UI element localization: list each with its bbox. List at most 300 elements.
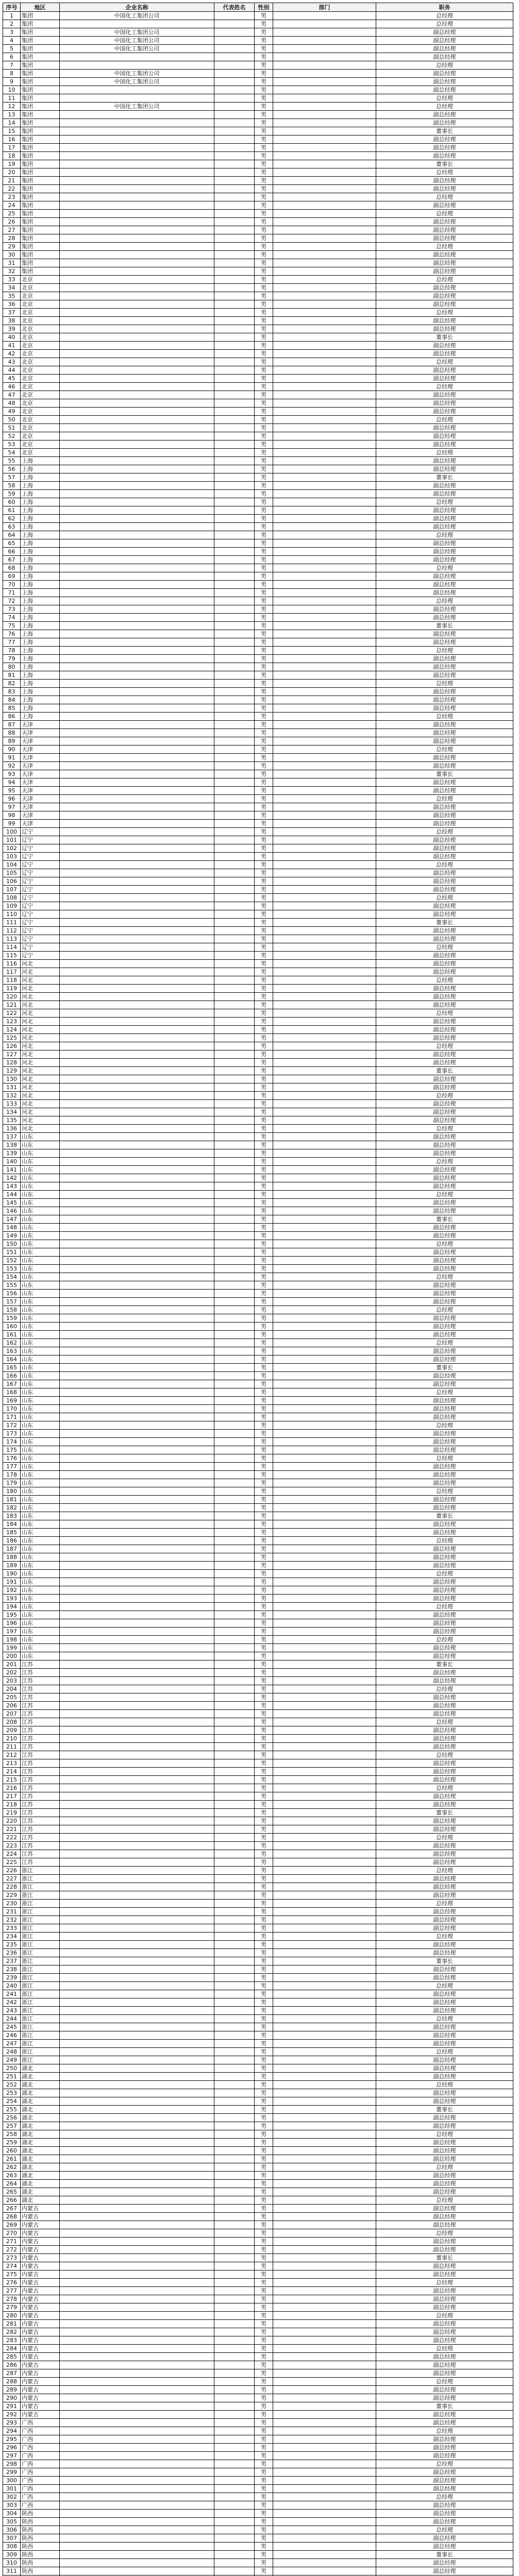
cell-position: 副总经理	[376, 2056, 513, 2064]
cell-department	[273, 952, 376, 960]
table-row	[3, 985, 513, 993]
cell-department	[273, 2493, 376, 2501]
cell-representative	[214, 1619, 255, 1628]
cell-company	[60, 1562, 214, 1570]
cell-gender: 男	[255, 1207, 273, 1215]
cell-position: 副总经理	[376, 1413, 513, 1421]
cell-gender: 男	[255, 1553, 273, 1562]
cell-position: 副总经理	[376, 2369, 513, 2378]
cell-company	[60, 2064, 214, 2073]
cell-number: 256	[3, 2114, 21, 2122]
cell-gender: 男	[255, 1784, 273, 1792]
cell-representative	[214, 1949, 255, 1957]
cell-department	[273, 1636, 376, 1644]
cell-number: 187	[3, 1545, 21, 1553]
cell-region: 上海	[21, 564, 60, 572]
cell-representative	[214, 284, 255, 292]
cell-gender: 男	[255, 1562, 273, 1570]
cell-representative	[214, 135, 255, 144]
cell-gender: 男	[255, 1034, 273, 1042]
cell-number: 94	[3, 778, 21, 787]
cell-position: 副总经理	[376, 663, 513, 671]
cell-number: 140	[3, 1158, 21, 1166]
cell-position: 副总经理	[376, 366, 513, 375]
cell-gender: 男	[255, 440, 273, 449]
cell-representative	[214, 2023, 255, 2031]
cell-position: 副总经理	[376, 605, 513, 614]
cell-position: 副总经理	[376, 2361, 513, 2369]
cell-company	[60, 1924, 214, 1933]
cell-company	[60, 1768, 214, 1776]
cell-region: 辽宁	[21, 853, 60, 861]
table-row	[3, 1290, 513, 1298]
cell-company	[60, 1908, 214, 1916]
cell-representative	[214, 408, 255, 416]
cell-position: 副总经理	[376, 2023, 513, 2031]
table-row	[3, 1669, 513, 1677]
cell-company	[60, 1998, 214, 2007]
cell-number: 264	[3, 2180, 21, 2188]
table-row	[3, 1562, 513, 1570]
header-gender: 性别	[255, 3, 273, 12]
cell-position: 副总经理	[376, 721, 513, 729]
table-row	[3, 1825, 513, 1834]
cell-position: 总经理	[376, 2048, 513, 2056]
cell-company	[60, 1018, 214, 1026]
cell-position: 副总经理	[376, 581, 513, 589]
cell-department	[273, 523, 376, 531]
cell-region: 广西	[21, 2460, 60, 2468]
cell-gender: 男	[255, 1998, 273, 2007]
table-row	[3, 2345, 513, 2353]
cell-department	[273, 1116, 376, 1125]
cell-position: 总经理	[376, 1042, 513, 1050]
cell-department	[273, 449, 376, 457]
cell-region: 江苏	[21, 1759, 60, 1768]
cell-gender: 男	[255, 2361, 273, 2369]
cell-department	[273, 581, 376, 589]
cell-gender: 男	[255, 1842, 273, 1850]
cell-company	[60, 1182, 214, 1191]
cell-region: 集团	[21, 94, 60, 103]
cell-representative	[214, 2386, 255, 2394]
cell-position: 董事长	[376, 1067, 513, 1075]
table-row	[3, 663, 513, 671]
cell-company	[60, 2411, 214, 2419]
cell-number: 89	[3, 737, 21, 745]
cell-representative	[214, 1570, 255, 1578]
cell-gender: 男	[255, 877, 273, 886]
cell-company	[60, 1743, 214, 1751]
table-row	[3, 1916, 513, 1924]
cell-gender: 男	[255, 935, 273, 943]
cell-department	[273, 2196, 376, 2205]
cell-representative	[214, 762, 255, 770]
table-row	[3, 1347, 513, 1355]
cell-representative	[214, 1158, 255, 1166]
cell-number: 86	[3, 713, 21, 721]
cell-representative	[214, 1883, 255, 1891]
cell-region: 浙江	[21, 2048, 60, 2056]
cell-company	[60, 1067, 214, 1075]
cell-company	[60, 985, 214, 993]
cell-department	[273, 2064, 376, 2073]
cell-number: 196	[3, 1619, 21, 1628]
cell-department	[273, 1990, 376, 1998]
header-department: 部门	[273, 3, 376, 12]
cell-representative	[214, 1298, 255, 1306]
cell-department	[273, 919, 376, 927]
cell-gender: 男	[255, 1900, 273, 1908]
cell-gender: 男	[255, 1982, 273, 1990]
cell-gender: 男	[255, 1009, 273, 1018]
cell-position: 总经理	[376, 2163, 513, 2172]
table-row	[3, 2444, 513, 2452]
cell-representative	[214, 1652, 255, 1660]
table-row	[3, 210, 513, 218]
cell-representative	[214, 787, 255, 795]
cell-company	[60, 1248, 214, 1257]
cell-company	[60, 1801, 214, 1809]
cell-region: 山东	[21, 1562, 60, 1570]
cell-department	[273, 325, 376, 333]
cell-number: 48	[3, 399, 21, 408]
cell-number: 228	[3, 1883, 21, 1891]
cell-region: 山东	[21, 1463, 60, 1471]
cell-department	[273, 168, 376, 177]
cell-company	[60, 2213, 214, 2221]
cell-gender: 男	[255, 1215, 273, 1224]
cell-position: 总经理	[376, 1454, 513, 1463]
cell-representative	[214, 482, 255, 490]
cell-region: 上海	[21, 605, 60, 614]
cell-company	[60, 2559, 214, 2567]
table-row	[3, 2336, 513, 2345]
cell-representative	[214, 647, 255, 655]
cell-gender: 男	[255, 37, 273, 45]
cell-number: 227	[3, 1875, 21, 1883]
cell-position: 副总经理	[376, 1545, 513, 1553]
cell-representative	[214, 680, 255, 688]
cell-gender: 男	[255, 2534, 273, 2543]
cell-number: 135	[3, 1116, 21, 1125]
cell-department	[273, 737, 376, 745]
cell-department	[273, 1463, 376, 1471]
cell-number: 138	[3, 1141, 21, 1149]
cell-region: 内蒙古	[21, 2303, 60, 2312]
cell-representative	[214, 1809, 255, 1817]
cell-representative	[214, 1562, 255, 1570]
cell-representative	[214, 886, 255, 894]
cell-department	[273, 1298, 376, 1306]
cell-representative	[214, 556, 255, 564]
cell-representative	[214, 276, 255, 284]
cell-company	[60, 1281, 214, 1290]
cell-company	[60, 259, 214, 267]
table-row	[3, 490, 513, 498]
cell-number: 298	[3, 2460, 21, 2468]
cell-gender: 男	[255, 218, 273, 226]
cell-number: 120	[3, 993, 21, 1001]
cell-number: 17	[3, 144, 21, 152]
cell-representative	[214, 754, 255, 762]
cell-position: 副总经理	[376, 2328, 513, 2336]
cell-company	[60, 1702, 214, 1710]
cell-number: 157	[3, 1298, 21, 1306]
cell-department	[273, 861, 376, 869]
cell-region: 北京	[21, 350, 60, 358]
cell-position: 董事长	[376, 160, 513, 168]
cell-representative	[214, 515, 255, 523]
cell-number: 54	[3, 449, 21, 457]
cell-gender: 男	[255, 539, 273, 548]
cell-department	[273, 1075, 376, 1083]
cell-position: 副总经理	[376, 1314, 513, 1323]
cell-representative	[214, 836, 255, 844]
cell-department	[273, 1133, 376, 1141]
cell-department	[273, 1314, 376, 1323]
cell-position: 副总经理	[376, 2155, 513, 2163]
cell-company	[60, 2567, 214, 2575]
table-row	[3, 1421, 513, 1430]
table-row	[3, 1974, 513, 1982]
cell-gender: 男	[255, 1240, 273, 1248]
cell-department	[273, 2378, 376, 2386]
cell-department	[273, 465, 376, 473]
cell-number: 32	[3, 267, 21, 276]
cell-number: 230	[3, 1900, 21, 1908]
cell-number: 161	[3, 1331, 21, 1339]
cell-gender: 男	[255, 2336, 273, 2345]
table-row	[3, 1248, 513, 1257]
table-row	[3, 721, 513, 729]
cell-position: 副总经理	[376, 1001, 513, 1009]
cell-number: 111	[3, 919, 21, 927]
cell-position: 副总经理	[376, 1628, 513, 1636]
cell-representative	[214, 1628, 255, 1636]
cell-gender: 男	[255, 2238, 273, 2246]
cell-representative	[214, 12, 255, 20]
cell-department	[273, 1339, 376, 1347]
cell-number: 290	[3, 2394, 21, 2402]
cell-department	[273, 2114, 376, 2122]
cell-position: 副总经理	[376, 482, 513, 490]
cell-company	[60, 1512, 214, 1520]
cell-gender: 男	[255, 1537, 273, 1545]
cell-number: 296	[3, 2444, 21, 2452]
cell-company	[60, 1965, 214, 1974]
cell-number: 206	[3, 1702, 21, 1710]
cell-department	[273, 2559, 376, 2567]
cell-department	[273, 2485, 376, 2493]
cell-representative	[214, 2031, 255, 2040]
table-row	[3, 53, 513, 61]
cell-region: 辽宁	[21, 910, 60, 919]
cell-representative	[214, 1941, 255, 1949]
table-row	[3, 1281, 513, 1290]
cell-company	[60, 2130, 214, 2139]
cell-gender: 男	[255, 770, 273, 778]
cell-number: 270	[3, 2229, 21, 2238]
table-row	[3, 1166, 513, 1174]
cell-company	[60, 284, 214, 292]
cell-position: 总经理	[376, 416, 513, 424]
cell-number: 96	[3, 795, 21, 803]
cell-gender: 男	[255, 2402, 273, 2411]
cell-gender: 男	[255, 375, 273, 383]
cell-department	[273, 1949, 376, 1957]
cell-company	[60, 2518, 214, 2526]
cell-number: 287	[3, 2369, 21, 2378]
cell-gender: 男	[255, 2163, 273, 2172]
cell-representative	[214, 1867, 255, 1875]
cell-department	[273, 432, 376, 440]
cell-gender: 男	[255, 548, 273, 556]
table-row	[3, 1957, 513, 1965]
cell-representative	[214, 1207, 255, 1215]
cell-department	[273, 531, 376, 539]
cell-representative	[214, 638, 255, 647]
cell-position: 副总经理	[376, 1529, 513, 1537]
cell-number: 25	[3, 210, 21, 218]
table-row	[3, 515, 513, 523]
cell-region: 浙江	[21, 2040, 60, 2048]
cell-region: 北京	[21, 449, 60, 457]
cell-gender: 男	[255, 1652, 273, 1660]
header-representative: 代表姓名	[214, 3, 255, 12]
cell-company	[60, 1974, 214, 1982]
cell-region: 山东	[21, 1265, 60, 1273]
cell-position: 董事长	[376, 473, 513, 482]
table-row	[3, 12, 513, 20]
cell-gender: 男	[255, 1710, 273, 1718]
cell-company	[60, 1710, 214, 1718]
cell-gender: 男	[255, 556, 273, 564]
cell-company	[60, 1644, 214, 1652]
table-row	[3, 2477, 513, 2485]
cell-representative	[214, 1900, 255, 1908]
cell-gender: 男	[255, 1660, 273, 1669]
cell-number: 219	[3, 1809, 21, 1817]
cell-gender: 男	[255, 1067, 273, 1075]
cell-number: 194	[3, 1603, 21, 1611]
cell-position: 总经理	[376, 1834, 513, 1842]
header-region: 地区	[21, 3, 60, 12]
cell-region: 陕西	[21, 2526, 60, 2534]
header-position: 职务	[376, 3, 513, 12]
cell-department	[273, 2320, 376, 2328]
cell-department	[273, 2163, 376, 2172]
table-row	[3, 1446, 513, 1454]
cell-department	[273, 770, 376, 778]
cell-representative	[214, 1174, 255, 1182]
cell-department	[273, 1883, 376, 1891]
cell-company	[60, 2501, 214, 2510]
cell-department	[273, 210, 376, 218]
cell-department	[273, 1933, 376, 1941]
cell-gender: 男	[255, 2139, 273, 2147]
cell-position: 副总经理	[376, 1875, 513, 1883]
table-row	[3, 1496, 513, 1504]
table-row	[3, 2205, 513, 2213]
cell-department	[273, 2205, 376, 2213]
cell-region: 山东	[21, 1232, 60, 1240]
cell-representative	[214, 20, 255, 28]
cell-representative	[214, 1166, 255, 1174]
table-row	[3, 564, 513, 572]
cell-department	[273, 259, 376, 267]
cell-department	[273, 1685, 376, 1693]
cell-representative	[214, 2444, 255, 2452]
cell-representative	[214, 1875, 255, 1883]
cell-company	[60, 2031, 214, 2040]
cell-number: 214	[3, 1768, 21, 1776]
cell-region: 北京	[21, 391, 60, 399]
cell-department	[273, 572, 376, 581]
cell-company	[60, 1603, 214, 1611]
cell-gender: 男	[255, 2543, 273, 2551]
cell-number: 285	[3, 2353, 21, 2361]
cell-gender: 男	[255, 1125, 273, 1133]
cell-number: 148	[3, 1224, 21, 1232]
cell-company	[60, 1496, 214, 1504]
cell-representative	[214, 1817, 255, 1825]
cell-position: 副总经理	[376, 2386, 513, 2394]
cell-number: 195	[3, 1611, 21, 1619]
cell-department	[273, 671, 376, 680]
cell-representative	[214, 45, 255, 53]
cell-company	[60, 853, 214, 861]
cell-representative	[214, 1339, 255, 1347]
table-row	[3, 2040, 513, 2048]
cell-position: 副总经理	[376, 2188, 513, 2196]
cell-department	[273, 1941, 376, 1949]
cell-position: 副总经理	[376, 993, 513, 1001]
cell-gender: 男	[255, 1702, 273, 1710]
cell-position: 副总经理	[376, 78, 513, 86]
cell-region: 山东	[21, 1372, 60, 1380]
cell-position: 副总经理	[376, 2040, 513, 2048]
table-row	[3, 1158, 513, 1166]
cell-department	[273, 2567, 376, 2575]
cell-position: 总经理	[376, 745, 513, 754]
table-row	[3, 2279, 513, 2287]
cell-department	[273, 2238, 376, 2246]
cell-region: 浙江	[21, 1883, 60, 1891]
cell-company	[60, 976, 214, 985]
table-row	[3, 1306, 513, 1314]
cell-region: 北京	[21, 292, 60, 300]
cell-region: 江苏	[21, 1809, 60, 1817]
cell-region: 广西	[21, 2493, 60, 2501]
cell-region: 集团	[21, 152, 60, 160]
table-row	[3, 2064, 513, 2073]
table-row	[3, 201, 513, 210]
cell-number: 183	[3, 1512, 21, 1520]
cell-region: 湖北	[21, 2139, 60, 2147]
cell-company	[60, 2526, 214, 2534]
cell-company	[60, 333, 214, 342]
cell-number: 105	[3, 869, 21, 877]
cell-number: 186	[3, 1537, 21, 1545]
cell-department	[273, 2510, 376, 2518]
table-row	[3, 919, 513, 927]
table-row	[3, 2106, 513, 2114]
cell-number: 102	[3, 844, 21, 853]
cell-representative	[214, 201, 255, 210]
cell-company	[60, 737, 214, 745]
cell-position: 总经理	[376, 1487, 513, 1496]
